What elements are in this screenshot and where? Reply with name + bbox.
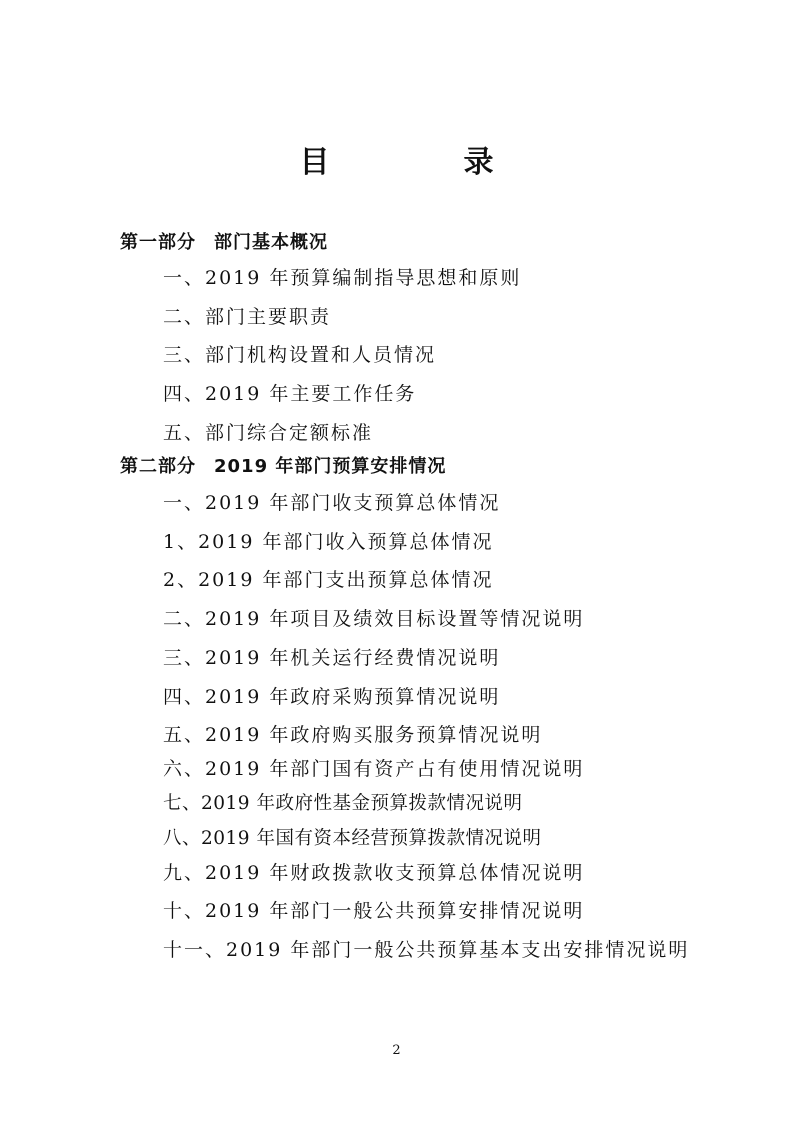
toc-item[interactable]: 五、2019 年政府购买服务预算情况说明 [163, 724, 543, 746]
toc-item[interactable]: 2、2019 年部门支出预算总体情况 [163, 569, 494, 591]
page-number: 2 [392, 1043, 401, 1058]
toc-item[interactable]: 四、2019 年政府采购预算情况说明 [163, 686, 501, 708]
page-title: 目 录 [299, 145, 546, 180]
toc-item[interactable]: 二、2019 年项目及绩效目标设置等情况说明 [163, 608, 585, 630]
toc-item[interactable]: 五、部门综合定额标准 [163, 422, 374, 444]
toc-item[interactable]: 六、2019 年部门国有资产占有使用情况说明 [163, 758, 585, 780]
toc-item[interactable]: 三、部门机构设置和人员情况 [163, 344, 437, 366]
toc-item[interactable]: 十一、2019 年部门一般公共预算基本支出安排情况说明 [163, 939, 690, 961]
toc-item[interactable]: 九、2019 年财政拨款收支预算总体情况说明 [163, 862, 585, 884]
toc-item[interactable]: 1、2019 年部门收入预算总体情况 [163, 531, 494, 553]
part-title: 部门基本概况 [214, 232, 328, 253]
toc-item[interactable]: 一、2019 年部门收支预算总体情况 [163, 492, 501, 514]
part-label: 第二部分 [120, 456, 196, 477]
toc-item[interactable]: 十、2019 年部门一般公共预算安排情况说明 [163, 900, 585, 922]
part-label: 第一部分 [120, 232, 196, 253]
toc-item[interactable]: 八、2019 年国有资本经营预算拨款情况说明 [163, 828, 542, 849]
part-title: 2019 年部门预算安排情况 [214, 456, 447, 477]
toc-part-2[interactable] [120, 454, 446, 480]
toc-item[interactable]: 一、2019 年预算编制指导思想和原则 [163, 267, 522, 289]
toc-item[interactable]: 三、2019 年机关运行经费情况说明 [163, 647, 501, 669]
toc-item[interactable]: 四、2019 年主要工作任务 [163, 383, 417, 405]
toc-item[interactable]: 七、2019 年政府性基金预算拨款情况说明 [163, 793, 523, 814]
toc-part-1[interactable] [120, 230, 328, 256]
toc-item[interactable]: 二、部门主要职责 [163, 306, 332, 328]
